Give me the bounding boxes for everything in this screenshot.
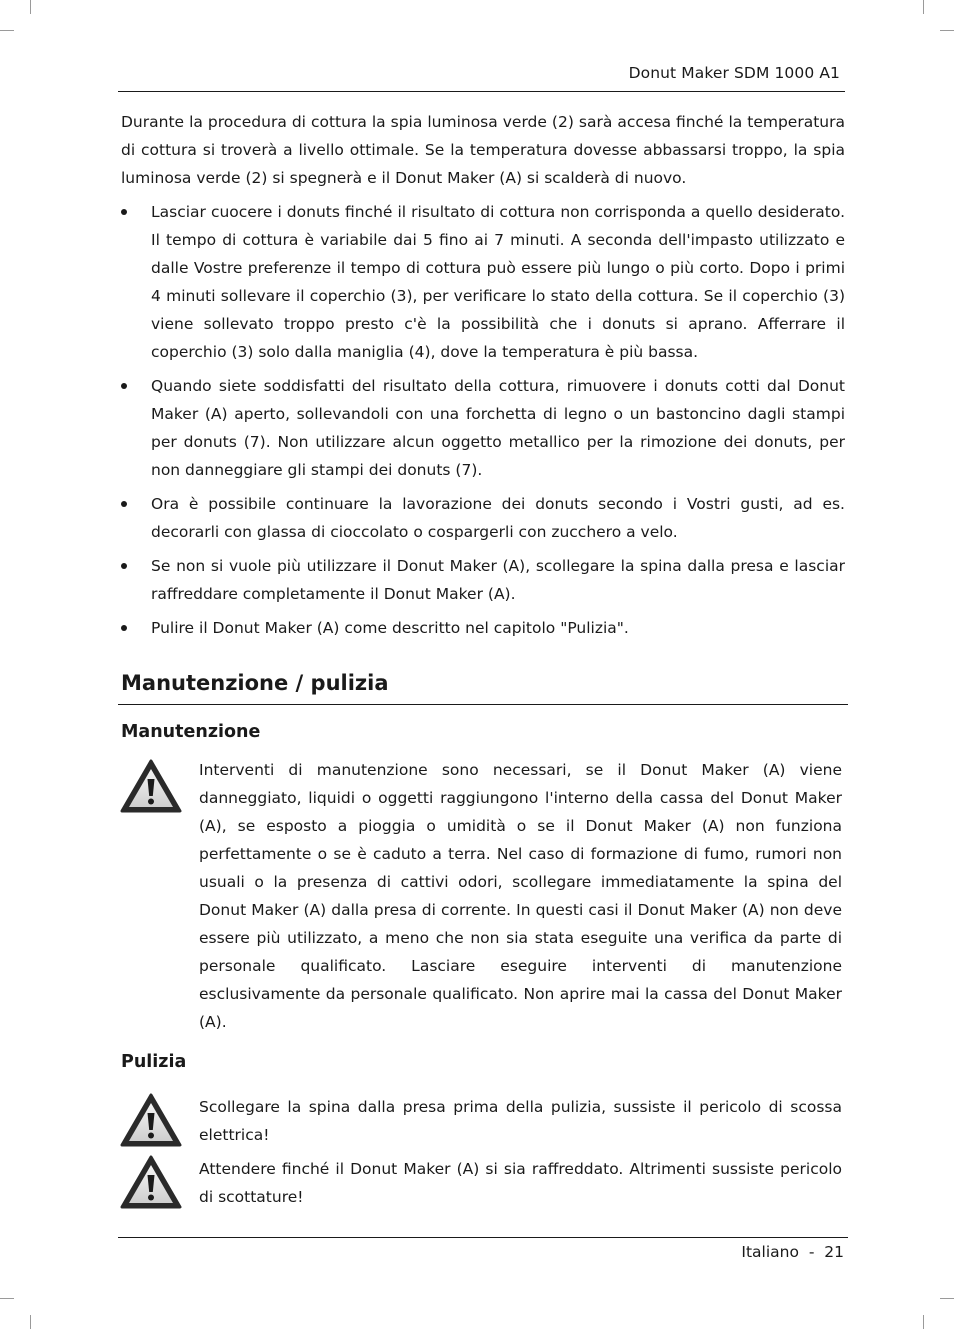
list-item-text: Pulire il Donut Maker (A) come descritto nel capitolo "Pulizia". [151, 619, 629, 637]
list-item-text: Lasciar cuocere i donuts finché il risultato di cottura non corrisponda a quello desiderato. Il tempo di cottura è variabile dai 5 fino ai 7 minuti. A seconda dell'impasto utilizzato e dalle Vostre preferenze il tempo di cottura può essere più lungo o più corto. Dopo i primi 4 minuti sollevare il coperchio (3), per verificare lo stato della cottura. Se il coperchio (3) viene sollevato troppo presto c'è la possibilità che i donuts si aprano. Afferrare il coperchio (3) solo dalla maniglia (4), dove la temperatura è più bassa. [151, 203, 845, 361]
page-number: Italiano - 21 [741, 1243, 844, 1261]
list-item-text: Se non si vuole più utilizzare il Donut Maker (A), scollegare la spina dalla presa e lasciar raffreddare completamente il Donut Maker (A). [151, 557, 845, 603]
list-item-text: Ora è possibile continuare la lavorazione dei donuts secondo i Vostri gusti, ad es. decorarli con glassa di cioccolato o cospargerli con zucchero a velo. [151, 495, 845, 541]
bullet-icon [121, 383, 127, 389]
bullet-icon [121, 209, 127, 215]
crop-mark [30, 1315, 31, 1329]
list-item [121, 198, 845, 366]
section-title: Manutenzione / pulizia [121, 671, 389, 695]
crop-mark [923, 0, 924, 14]
warning-triangle-icon [119, 758, 183, 814]
header-title: Donut Maker SDM 1000 A1 [628, 64, 840, 82]
crop-mark [0, 1298, 14, 1299]
section-rule [118, 704, 848, 705]
intro-paragraph: Durante la procedura di cottura la spia luminosa verde (2) sarà accesa finché la temperatura di cottura si troverà a livello ottimale. Se la temperatura dovesse abbassarsi troppo, la spia luminosa verde (2) si spegnerà e il Donut Maker (A) si scalderà di nuovo. [121, 113, 845, 187]
crop-mark [0, 30, 14, 31]
list-item-text: Quando siete soddisfatti del risultato della cottura, rimuovere i donuts cotti dal Donut Maker (A) aperto, sollevandoli con una forchetta di legno o un bastoncino dagli stampi per donuts (7). Non utilizzare alcun oggetto metallico per la rimozione dei donuts, per non danneggiare gli stampi dei donuts (7). [151, 377, 845, 479]
maintenance-warning-text: Interventi di manutenzione sono necessari, se il Donut Maker (A) viene danneggiato, liquidi o oggetti raggiungono l'interno della cassa del Donut Maker (A), se esposto a pioggia o umidità o se il Donut Maker (A) non funziona perfettamente o se è caduto a terra. Nel caso di formazione di fumo, rumori non usuali o la presenza di cattivi odori, scollegare immediatamente la spina del Donut Maker (A) dalla presa di corrente. In questi casi il Donut Maker (A) non deve essere più utilizzato, a meno che non sia stata eseguite una verifica da parte di personale qualificato. Lasciare eseguire interventi di manutenzione esclusivamente da personale qualificato. Non aprire mai la cassa del Donut Maker (A). [199, 761, 842, 1031]
bullet-list [121, 198, 845, 648]
header-rule [118, 91, 845, 92]
cleaning-warning-text-1: Scollegare la spina dalla presa prima della pulizia, sussiste il pericolo di scossa elettrica! [199, 1098, 842, 1144]
bullet-icon [121, 625, 127, 631]
list-item [121, 372, 845, 484]
cleaning-heading: Pulizia [121, 1052, 187, 1072]
crop-mark [923, 1315, 924, 1329]
warning-triangle-icon [119, 1092, 183, 1148]
list-item [121, 490, 845, 546]
bullet-icon [121, 563, 127, 569]
bullet-icon [121, 501, 127, 507]
crop-mark [30, 0, 31, 14]
list-item [121, 614, 845, 642]
cleaning-warning-text-2: Attendere finché il Donut Maker (A) si sia raffreddato. Altrimenti sussiste pericolo di scottature! [199, 1160, 842, 1206]
warning-triangle-icon [119, 1154, 183, 1210]
maintenance-heading: Manutenzione [121, 722, 261, 742]
crop-mark [940, 30, 954, 31]
list-item [121, 552, 845, 608]
crop-mark [940, 1298, 954, 1299]
footer-rule [118, 1237, 848, 1238]
